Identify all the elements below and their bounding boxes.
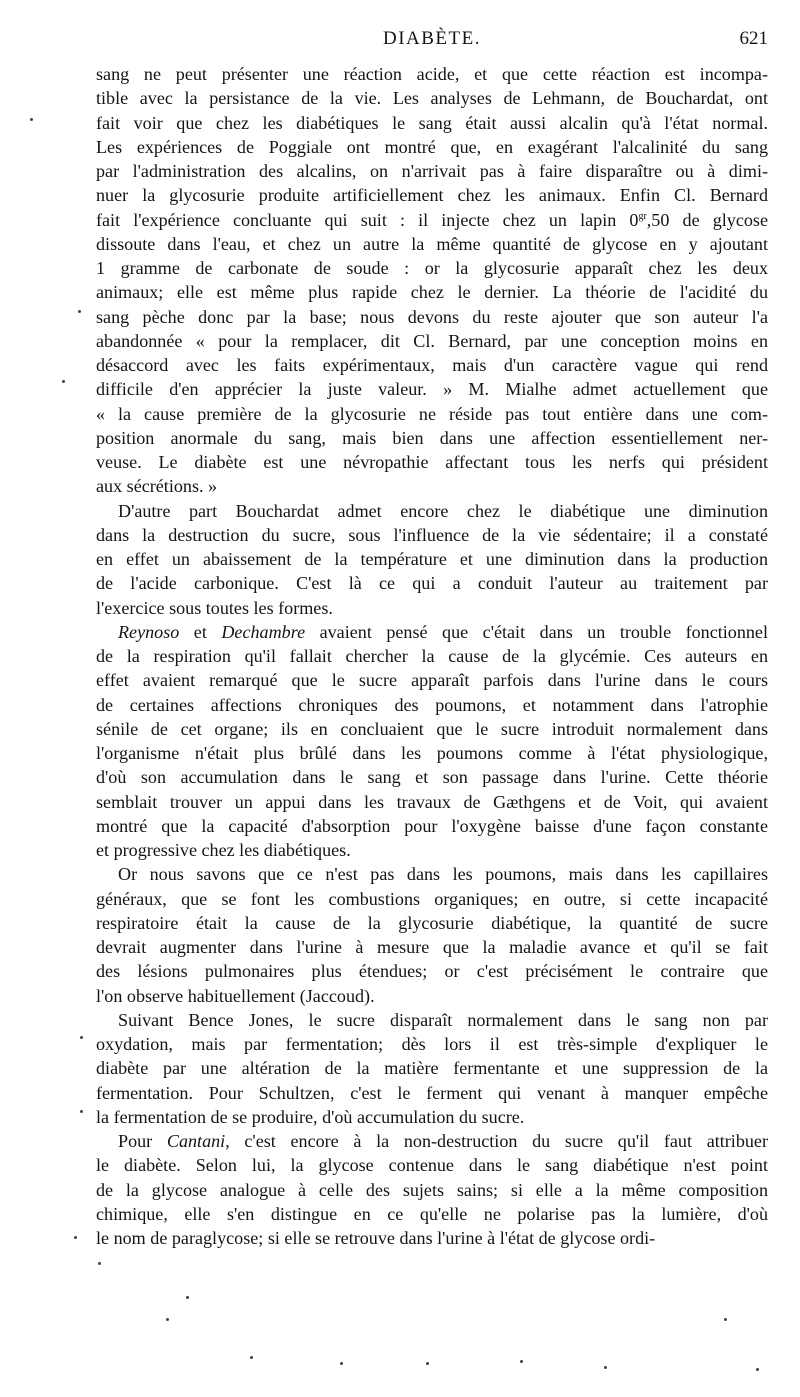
text-line: 1 gramme de carbonate de soude : or la glycosurie apparaît chez les deux [96, 258, 768, 278]
text-line: abandonnée « pour la remplacer, dit Cl. Bernard, par une conception moins en [96, 330, 768, 351]
text-line: Reynoso et Dechambre avaient pensé que c'était dans un trouble fonctionnel [118, 621, 768, 642]
paragraph [96, 1008, 768, 1129]
text-line: montré que la capacité d'absorption pour l'oxygène baisse d'une façon constante [96, 815, 768, 836]
text-line: Suivant Bence Jones, le sucre disparaît normalement dans le sang non par [118, 1009, 768, 1030]
text-line: fait voir que chez les diabétiques le sang était aussi alcalin qu'à l'état normal. [96, 112, 768, 133]
text-line: D'autre part Bouchardat admet encore chez le diabétique une diminution [118, 500, 768, 521]
paragraph [96, 862, 768, 1008]
text-line: de l'acide carbonique. C'est là ce qui a conduit l'auteur au traitement par [96, 573, 768, 594]
text-line: par l'administration des alcalins, on n'arrivait pas à faire disparaître ou à dimi- [96, 161, 768, 181]
text-line: fermentation. Pour Schultzen, c'est le ferment qui venant à manquer empêche [96, 1082, 768, 1103]
text-line: l'organisme n'était plus brûlé dans les poumons comme à l'état physiologique, [96, 743, 768, 763]
text-line: devrait augmenter dans l'urine à mesure que la maladie avance et qu'il se fait [96, 937, 768, 957]
text-line: de la glycose analogue à celle des sujets sains; si elle a la même composition [96, 1179, 768, 1200]
text-line: chimique, elle s'en distingue en ce qu'elle ne polarise pas la lumière, d'où [96, 1203, 768, 1224]
text-line: Les expériences de Poggiale ont montré que, en exagérant l'alcalinité du sang [96, 136, 768, 157]
paragraph [96, 1129, 768, 1250]
text-line: aux sécrétions. » [96, 476, 218, 497]
text-line: la fermentation de se produire, d'où accumulation du sucre. [96, 1106, 525, 1127]
paragraph [96, 499, 768, 620]
text-line: d'où son accumulation dans le sang et son passage dans l'urine. Cette théorie [96, 767, 768, 788]
text-line: sang ne peut présenter une réaction acide, et que cette réaction est incompa- [96, 64, 768, 84]
text-line: nuer la glycosurie produite artificiellement chez les animaux. Enfin Cl. Bernard [96, 185, 768, 206]
text-line: animaux; elle est même plus rapide chez le dernier. La théorie de l'acidité du [96, 282, 768, 303]
text-line: dissoute dans l'eau, et chez un autre la même quantité de glycose en y ajoutant [96, 233, 768, 254]
text-line: sang pèche donc par la base; nous devons du reste ajouter que son auteur l'a [96, 306, 768, 327]
text-line: désaccord avec les faits expérimentaux, mais d'un caractère vague qui rend [96, 355, 768, 375]
text-line: Or nous savons que ce n'est pas dans les poumons, mais dans les capillaires [118, 864, 768, 885]
page-header [96, 28, 768, 58]
text-line: effet avaient remarqué que le sucre apparaît parfois dans l'urine dans le cours [96, 670, 768, 691]
text-line: veuse. Le diabète est une névropathie affectant tous les nerfs qui président [96, 452, 768, 472]
text-line: fait l'expérience concluante qui suit : il injecte chez un lapin $0^{gr},50$ de glycose [96, 209, 768, 230]
text-line: l'exercice sous toutes les formes. [96, 597, 333, 618]
text-line: dans la destruction du sucre, sous l'influence de la vie sédentaire; il a constaté [96, 524, 768, 545]
text-line: Pour Cantani, c'est encore à la non-destruction du sucre qu'il faut attribuer [118, 1131, 768, 1151]
text-line: en effet un abaissement de la température et une diminution dans la production [96, 549, 768, 569]
text-line: des lésions pulmonaires plus étendues; or c'est précisément le contraire que [96, 961, 768, 982]
text-line: sénile de cet organe; ils en concluaient que le sucre introduit normalement dans [96, 718, 768, 739]
body-text [96, 62, 768, 1250]
text-line: « la cause première de la glycosurie ne réside pas tout entière dans une com- [96, 403, 768, 424]
text-line: généraux, que se font les combustions organiques; en outre, si cette incapacité [96, 888, 768, 909]
page-number: 621 [739, 28, 768, 49]
text-line: l'on observe habituellement (Jaccoud). [96, 985, 375, 1006]
text-line: le diabète. Selon lui, la glycose contenue dans le sang diabétique n'est point [96, 1155, 768, 1176]
paragraph [96, 620, 768, 863]
text-line: oxydation, mais par fermentation; dès lors il est très-simple d'expliquer le [96, 1034, 768, 1054]
text-line: de certaines affections chroniques des poumons, et notamment dans l'atrophie [96, 694, 768, 715]
text-line: tible avec la persistance de la vie. Les analyses de Lehmann, de Bouchardat, ont [96, 88, 768, 109]
text-line: respiratoire était la cause de la glycosurie diabétique, la quantité de sucre [96, 912, 768, 933]
text-line: semblait trouver un appui dans les travaux de Gæthgens et de Voit, qui avaient [96, 791, 768, 812]
running-head: DIABÈTE. [382, 28, 481, 49]
text-line: difficile d'en apprécier la juste valeur. » M. Mialhe admet actuellement que [96, 379, 768, 400]
text-line: de la respiration qu'il fallait chercher la cause de la glycémie. Ces auteurs en [96, 646, 768, 666]
text-line: diabète par une altération de la matière fermentante et une suppression de la [96, 1058, 768, 1079]
text-line: position anormale du sang, mais bien dans une affection essentiellement ner- [96, 427, 768, 448]
text-line: et progressive chez les diabétiques. [96, 840, 351, 860]
text-line: le nom de paraglycose; si elle se retrouve dans l'urine à l'état de glycose ordi- [96, 1228, 656, 1248]
paragraph [96, 62, 768, 499]
